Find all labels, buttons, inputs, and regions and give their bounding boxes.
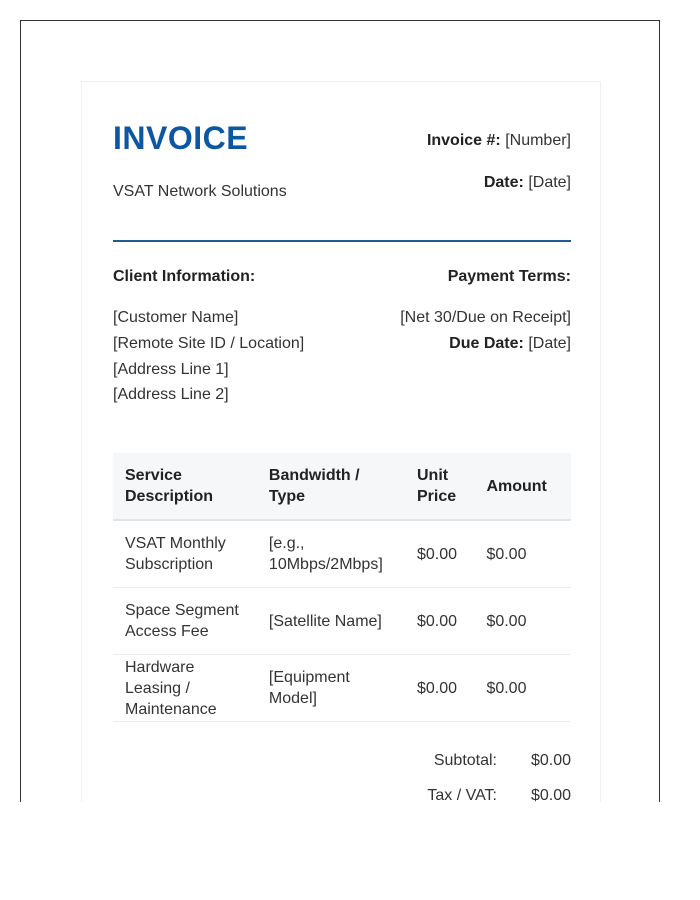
client-line: [Customer Name] bbox=[113, 309, 239, 326]
invoice-number-value: [Number] bbox=[505, 132, 571, 149]
column-header-service: Service Description bbox=[113, 453, 257, 520]
due-date-label: Due Date: bbox=[449, 335, 524, 352]
service-description-cell: Space Segment Access Fee bbox=[113, 588, 257, 655]
invoice-date bbox=[484, 174, 571, 192]
subtotal-label: Subtotal: bbox=[433, 752, 497, 769]
bandwidth-cell: [Satellite Name] bbox=[257, 588, 405, 655]
invoice-date-label: Date: bbox=[483, 174, 524, 191]
subtotal-value: $0.00 bbox=[530, 752, 571, 769]
company-name: VSAT Network Solutions bbox=[113, 183, 287, 200]
due-date bbox=[449, 335, 571, 353]
table-header-row bbox=[113, 453, 571, 520]
unit-price-cell: $0.00 bbox=[405, 520, 474, 588]
unit-price-cell: $0.00 bbox=[405, 655, 474, 722]
invoice-number bbox=[427, 132, 571, 150]
due-date-value: [Date] bbox=[528, 335, 571, 352]
payment-terms-heading: Payment Terms: bbox=[447, 268, 571, 285]
tax-label: Tax / VAT: bbox=[427, 787, 497, 802]
client-info-heading: Client Information: bbox=[113, 268, 256, 285]
table-row bbox=[113, 520, 571, 588]
column-header-unit-price: Unit Price bbox=[405, 453, 474, 520]
payment-terms-value: [Net 30/Due on Receipt] bbox=[400, 309, 571, 326]
document-frame bbox=[20, 20, 660, 802]
amount-cell: $0.00 bbox=[474, 520, 571, 588]
invoice-title: INVOICE bbox=[113, 120, 249, 156]
service-description-cell: VSAT Monthly Subscription bbox=[113, 520, 257, 588]
invoice-paper bbox=[81, 81, 601, 802]
column-header-bandwidth: Bandwidth / Type bbox=[257, 453, 405, 520]
unit-price-cell: $0.00 bbox=[405, 588, 474, 655]
tax-row bbox=[371, 787, 571, 802]
table-row bbox=[113, 588, 571, 655]
amount-cell: $0.00 bbox=[474, 588, 571, 655]
bandwidth-cell: [Equipment Model] bbox=[257, 655, 405, 722]
client-line: [Address Line 2] bbox=[113, 386, 229, 403]
header-divider bbox=[113, 240, 571, 242]
services-table bbox=[113, 453, 571, 722]
invoice-date-value: [Date] bbox=[528, 174, 571, 191]
client-line: [Remote Site ID / Location] bbox=[113, 335, 305, 352]
tax-value: $0.00 bbox=[530, 787, 571, 802]
subtotal-row bbox=[371, 752, 571, 772]
amount-cell: $0.00 bbox=[474, 655, 571, 722]
invoice-number-label: Invoice #: bbox=[426, 132, 501, 149]
service-description-cell: Hardware Leasing / Maintenance bbox=[113, 655, 257, 722]
bandwidth-cell: [e.g., 10Mbps/2Mbps] bbox=[257, 520, 405, 588]
client-line: [Address Line 1] bbox=[113, 361, 229, 378]
table-row bbox=[113, 655, 571, 722]
column-header-amount: Amount bbox=[474, 453, 571, 520]
